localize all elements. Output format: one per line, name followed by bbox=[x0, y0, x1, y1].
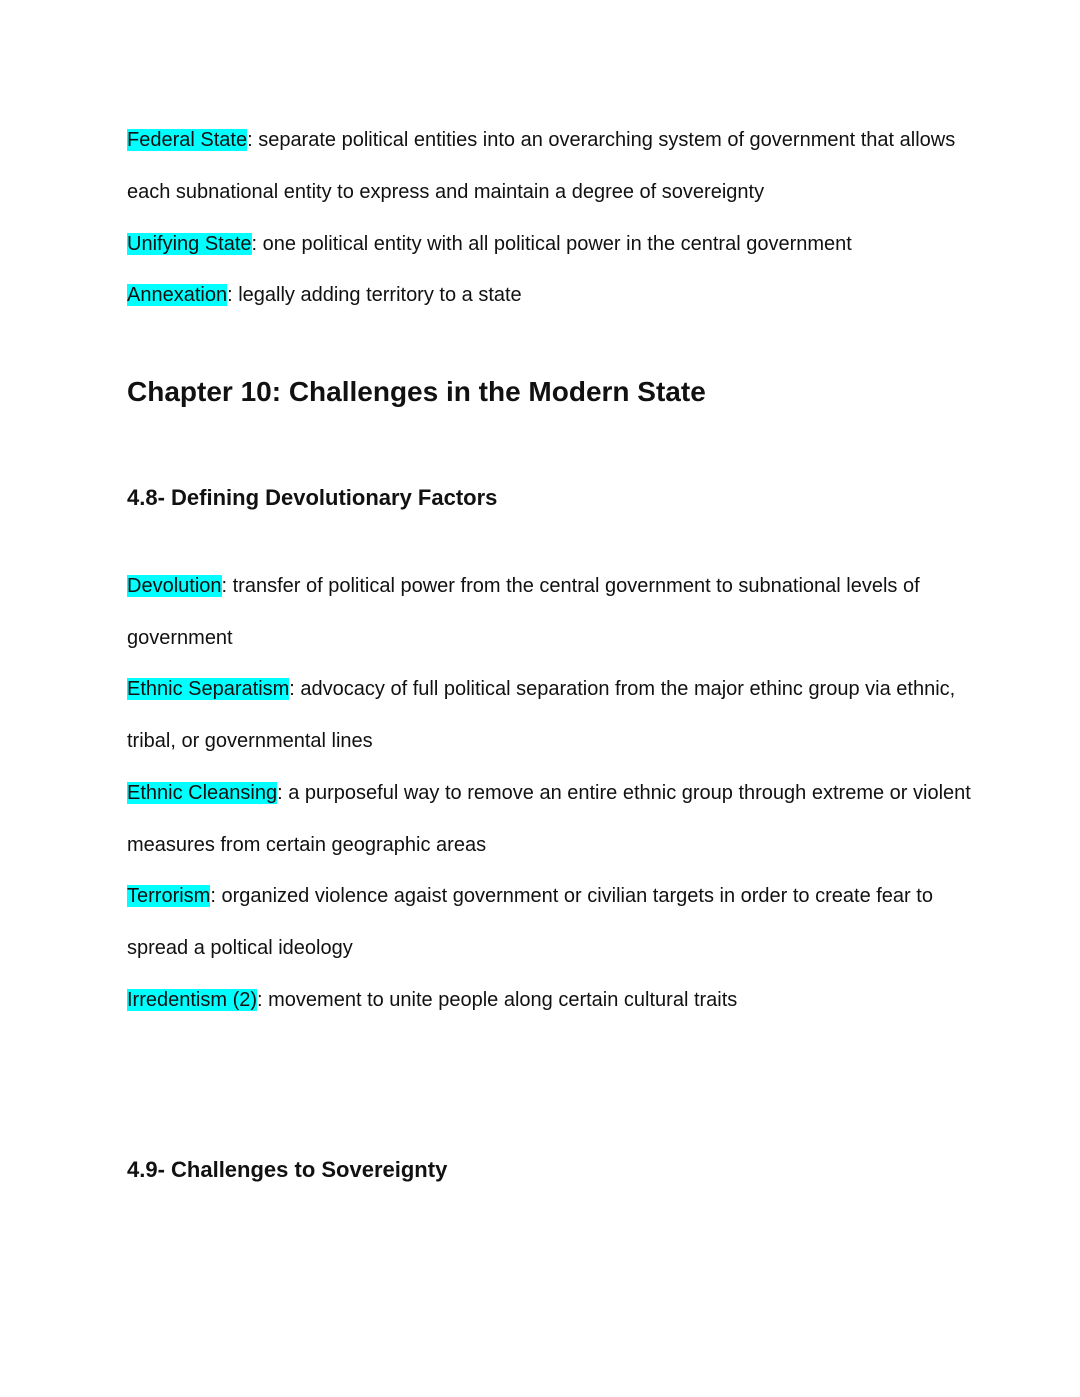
definition-federal-state bbox=[127, 114, 967, 218]
definition-terrorism bbox=[127, 870, 967, 974]
definition-irredentism bbox=[127, 974, 967, 1026]
definition-text: : a purposeful way to remove an entire ethnic group through extreme or violent measures from certain geographic areas bbox=[127, 782, 971, 856]
definition-ethnic-separatism bbox=[127, 663, 967, 767]
term-highlight: Terrorism bbox=[127, 885, 211, 907]
section-title-4-8: 4.8- Defining Devolutionary Factors bbox=[127, 485, 498, 510]
definition-annexation bbox=[127, 269, 967, 321]
definition-text: : separate political entities into an overarching system of government that allows each subnational entity to express and maintain a degree of sovereignty bbox=[127, 129, 956, 203]
section-title-4-9: 4.9- Challenges to Sovereignty bbox=[127, 1157, 448, 1182]
definition-text: : one political entity with all political power in the central government bbox=[251, 233, 852, 255]
term-highlight: Federal State bbox=[127, 129, 248, 151]
term-highlight: Devolution bbox=[127, 575, 222, 597]
definition-text: : advocacy of full political separation from the major ethinc group via ethnic, tribal, or governmental lines bbox=[127, 678, 956, 752]
document-page bbox=[127, 0, 971, 1397]
term-highlight: Irredentism (2) bbox=[127, 989, 258, 1011]
term-highlight: Ethnic Cleansing bbox=[127, 782, 278, 804]
term-highlight: Ethnic Separatism bbox=[127, 678, 290, 700]
definition-ethnic-cleansing bbox=[127, 767, 977, 871]
definition-text: : transfer of political power from the central government to subnational levels of government bbox=[127, 575, 920, 649]
chapter-title: Chapter 10: Challenges in the Modern State bbox=[127, 376, 706, 407]
definition-devolution bbox=[127, 560, 967, 664]
definition-text: : legally adding territory to a state bbox=[227, 284, 522, 306]
term-highlight: Unifying State bbox=[127, 233, 252, 255]
definition-text: : movement to unite people along certain cultural traits bbox=[257, 989, 738, 1011]
term-highlight: Annexation bbox=[127, 284, 228, 306]
definition-text: : organized violence agaist government or civilian targets in order to create fear to spread a poltical ideology bbox=[127, 885, 933, 959]
definition-unifying-state bbox=[127, 218, 967, 270]
